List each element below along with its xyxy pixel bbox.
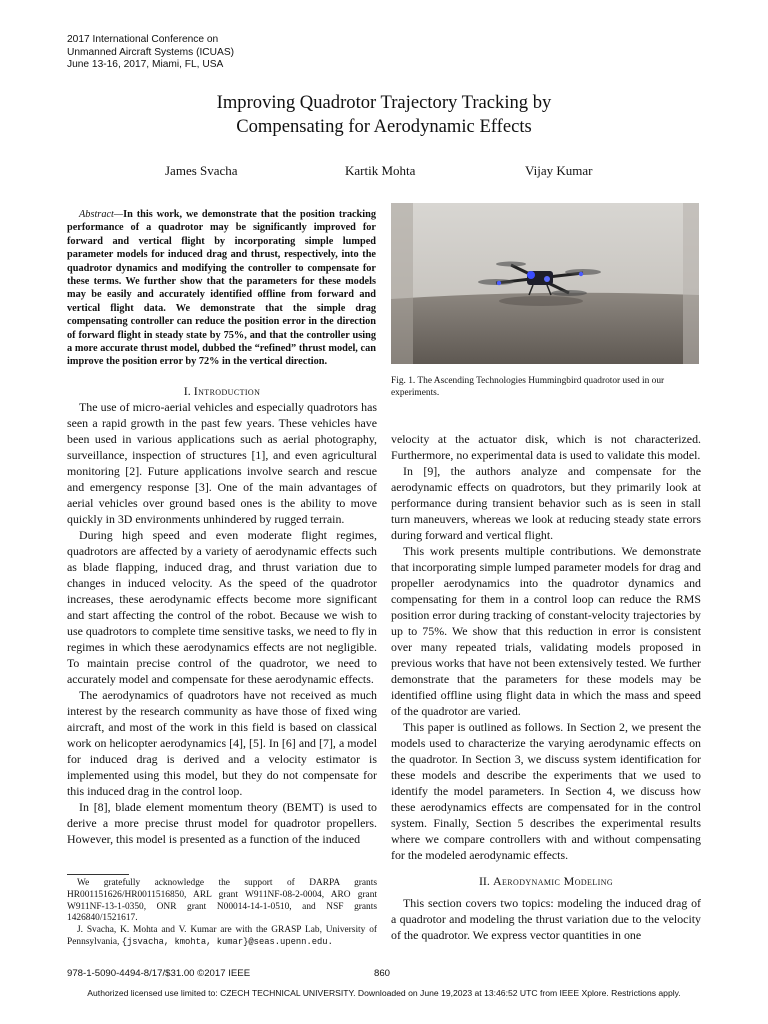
figure-caption: Fig. 1. The Ascending Technologies Hummingbird quadrotor used in our experiments. — [391, 376, 665, 398]
author-emails: {jsvacha, kmohta, kumar}@seas.upenn.edu. — [121, 936, 333, 947]
section-number: II. — [478, 874, 490, 888]
section-title: Introduction — [193, 384, 261, 398]
left-column — [67, 383, 377, 847]
paragraph: This section covers two topics: modeling the induced drag of a quadrotor and modeling the thrust variation due to the velocity of the quadrotor. We express vector quantities in one — [391, 896, 701, 942]
author-name: James Svacha — [165, 163, 238, 178]
title-line: Compensating for Aerodynamic Effects — [236, 116, 532, 137]
paragraph: In [9], the authors analyze and compensate for the aerodynamic effects on quadrotors, but they primarily look at performance during transient behavior such as is seen in stall turn maneuvers, whereas we look at reducing steady state errors during forward and vertical flight. — [391, 464, 701, 542]
footnote-rule — [67, 874, 129, 875]
abstract-text: In this work, we demonstrate that the position tracking performance of a quadrotor may be significantly improved for forward and vertical flight by incorporating simple lumped parameter models for induced drag and thrust, respectively, into the quadrotor dynamics and modifying the controller to compensate for these terms. We further show that the parameters for these models may be easily and accurately identified offline from forward and vertical flight data. We demonstrate that the simple drag compensating controller can reduce the position error in the direction of forward flight in steady state by 75%, and that the controller using a more accurate thrust model, dubbed the “refined” thrust model, can improve the position error by 72% in the vertical direction. — [67, 209, 376, 368]
paragraph: The aerodynamics of quadrotors have not received as much interest by the research community as have those of fixed wing aircraft, and most of the work in this field is based on classical work on helicopter aerodynamics [4], [5]. In [6] and [7], a model for induced drag is derived and a velocity estimator is implemented using this model, but they do not compensate for this induced drag in the control loop. — [67, 688, 377, 798]
funding-footnote: We gratefully acknowledge the support of DARPA grants HR001151626/HR0011516850, ARL grant W911NF-08-2-0004, ARO grant W911NF-13-1-0350, ONR grant N00014-14-1-0510, and NSF grants 1426840/1521617. — [67, 878, 377, 924]
paragraph: The use of micro-aerial vehicles and especially quadrotors has seen a rapid growth in the past few years. These vehicles have been used in various applications such as aerial photography, surveillance, inspection of structures [1], and even agricultural monitoring [2]. Future applications involve search and rescue and emergency response [3]. One of the main advantages of aerial vehicles over ground based ones is the ability to move quickly in 3D environments unhindered by rugged terrain. — [67, 400, 377, 526]
section-heading — [67, 383, 377, 399]
affiliation-footnote — [67, 925, 377, 949]
paper-title — [0, 91, 768, 139]
affiliation-text: J. Svacha, K. Mohta and V. Kumar are with the GRASP Lab, University of Pennsylvania, — [67, 925, 377, 947]
paragraph: In [8], blade element momentum theory (BEMT) is used to derive a more precise thrust model for quadrotor propellers. However, this model is presented as a function of the induced — [67, 800, 377, 846]
abstract-lead: Abstract — [79, 209, 114, 220]
title-line: Improving Quadrotor Trajectory Tracking by — [216, 92, 552, 113]
paragraph: During high speed and even moderate flight regimes, quadrotors are affected by a variety of aerodynamic effects such as blade flapping, induced drag, and thrust variation due to changes in induced velocity. As the speed of the quadrotor increases, these aerodynamic effects become more significant and start affecting the control of the robot. Because we wish to use quadrotors to complete time sensitive tasks, we need to fly in regimes in which these aerodynamics effects are not negligible. To maintain precise control of the quadrotor, we need to accurately model and compensate for these aerodynamic effects. — [67, 528, 377, 686]
quadrotor-photo-illustration — [391, 203, 699, 364]
section-title: Aerodynamic Modeling — [492, 874, 614, 888]
author-name: Vijay Kumar — [525, 163, 593, 178]
right-column — [391, 431, 701, 943]
author-name: Kartik Mohta — [345, 163, 416, 178]
paragraph: This work presents multiple contributions. We demonstrate that incorporating simple lumped parameter models for drag and propeller aerodynamics into the quadrotor dynamics and compensating for them in a control loop can reduce the RMS position error during tracking of constant-velocity trajectories by up to 75%. We show that this reduction in error is consistent over many repeated trials, validating models proposed in previous works that have not been extensively tested. We further demonstrate that the parameters for these models may be identified offline using flight data in which the mass and speed of the quadrotor are varied. — [391, 544, 701, 718]
paragraph: This paper is outlined as follows. In Section 2, we present the models used to characterize the varying aerodynamic effects on the quadrotor. In Section 3, we discuss system identification for these models and describe the experiments that we used to identify the model parameters. In Section 4, we discuss how these aerodynamics effects are compensated for in the control system. Finally, Section 5 describes the experimental results where we compare controllers with and without compensating for the modeled aerodynamic effects. — [391, 720, 701, 862]
conference-line: 2017 International Conference on — [67, 34, 219, 45]
section-number: I. — [183, 384, 191, 398]
conference-line: Unmanned Aircraft Systems (ICUAS) — [67, 46, 235, 58]
license-notice: Authorized licensed use limited to: CZECH TECHNICAL UNIVERSITY. Downloaded on June 19,2023 at 13:46:52 UTC from IEEE Xplore. Restrictions apply. — [87, 988, 681, 998]
section-heading — [391, 873, 701, 889]
conference-header — [67, 34, 234, 72]
abstract: Abstract—In this work, we demonstrate that the position tracking performance of a quadrotor may be significantly improved for forward and vertical flight by incorporating simple lumped parameter models for induced drag and thrust, respectively, into the quadrotor dynamics and modifying the controller to compensate for these terms. We further show that the parameters for these models may be easily and accurately identified offline from forward and vertical flight data. We demonstrate that the simple drag compensating controller can reduce the position error in the direction of forward flight in steady state by 75%, and that the controller using a more accurate thrust model, dubbed the “refined” thrust model, can improve the position error by 72% in the vertical direction. — [67, 209, 376, 368]
figure-quadrotor-photo — [391, 203, 699, 364]
page-number: 860 — [374, 968, 391, 979]
paragraph-continuation: velocity at the actuator disk, which is not characterized. Furthermore, no experimental data is used to validate this model. — [391, 432, 701, 462]
conference-line: June 13-16, 2017, Miami, FL, USA — [67, 59, 224, 71]
isbn-line: 978-1-5090-4494-8/17/$31.00 ©2017 IEEE — [67, 968, 251, 979]
footnotes — [67, 878, 377, 949]
